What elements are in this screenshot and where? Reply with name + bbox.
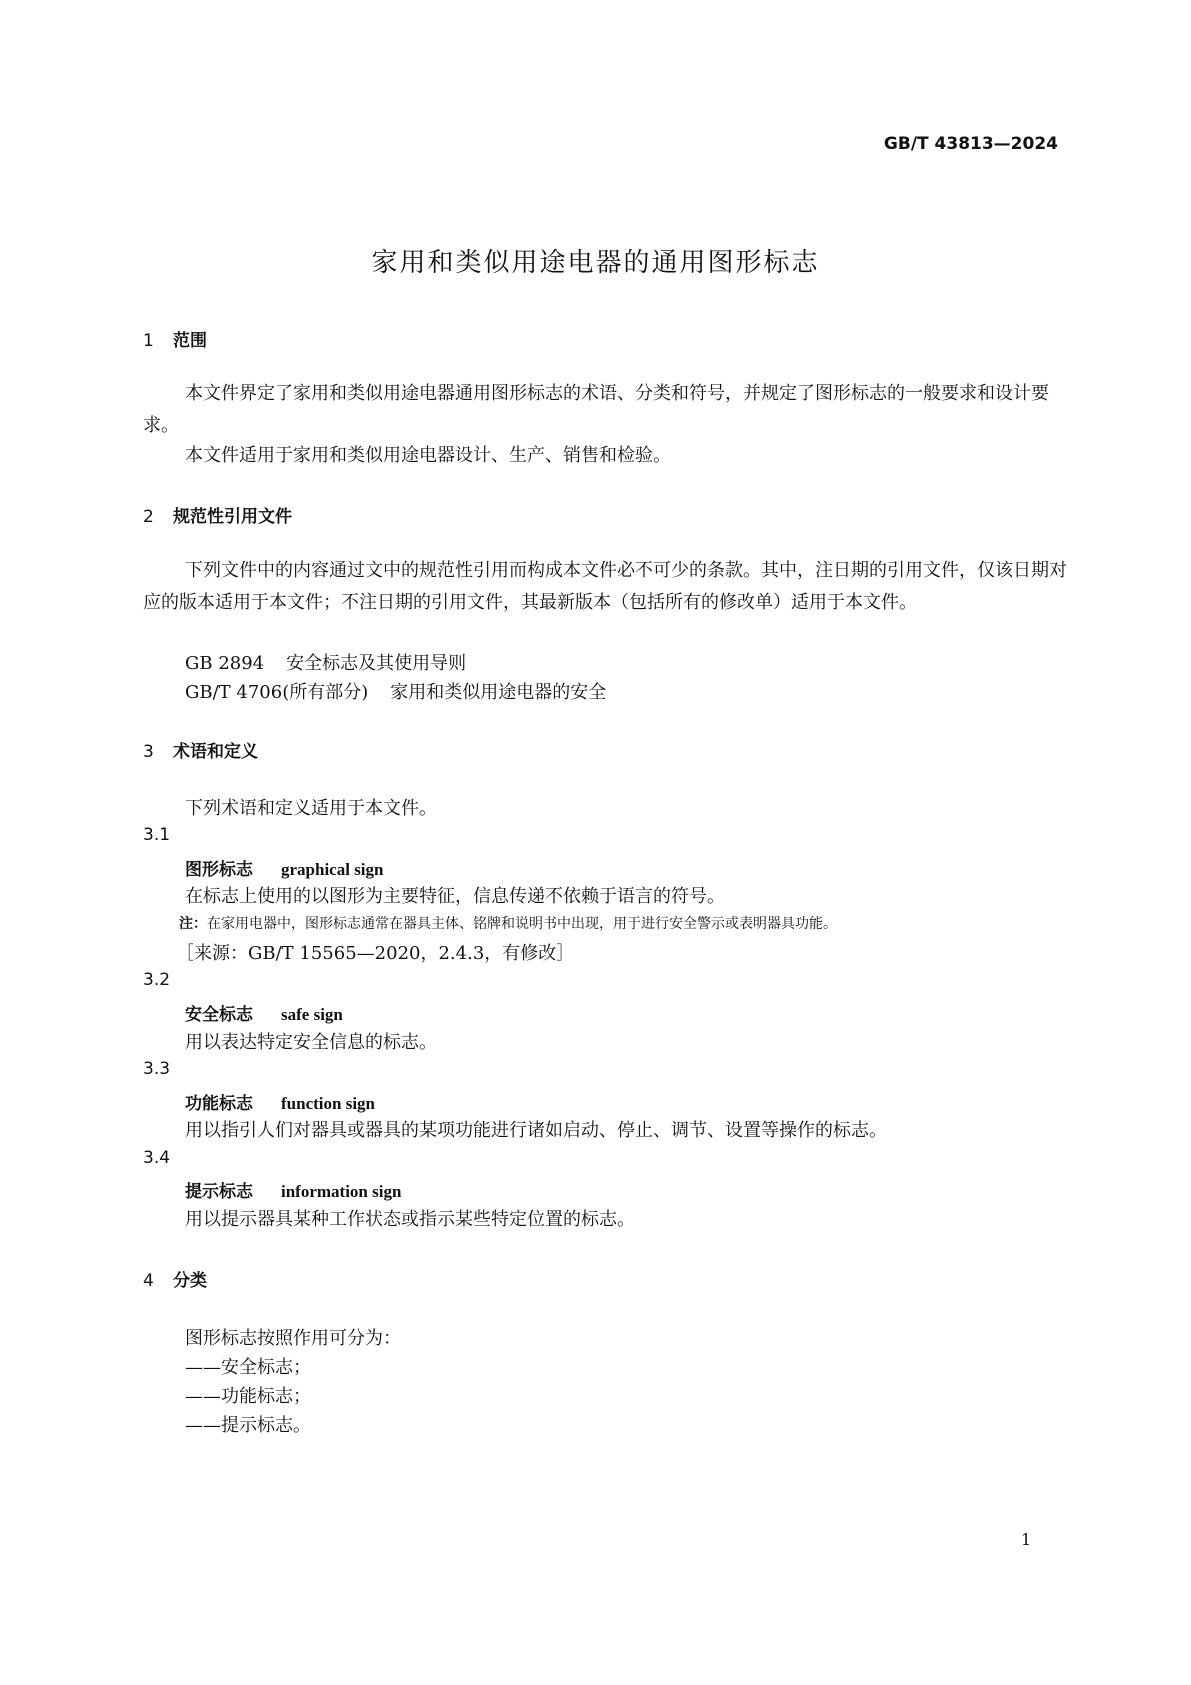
section-title: 分类	[173, 1271, 207, 1291]
section-4-heading	[143, 1266, 207, 1291]
term-definition: 用以提示器具某种工作状态或指示某些特定位置的标志。	[185, 1209, 635, 1230]
reference-item	[185, 649, 466, 675]
section-number: 2	[143, 507, 154, 527]
reference-code: GB 2894	[185, 653, 265, 674]
term-entry	[185, 855, 384, 880]
term-definition: 用以表达特定安全信息的标志。	[185, 1032, 437, 1053]
paragraph: 下列术语和定义适用于本文件。	[185, 798, 437, 819]
term-note	[179, 913, 837, 933]
paragraph: 下列文件中的内容通过文中的规范性引用而构成本文件必不可少的条款。其中，注日期的引用文件，仅该日期对应的版本适用于本文件；不注日期的引用文件，其最新版本（包括所有的修改单）适用于本文件。	[143, 560, 1067, 613]
section-title: 术语和定义	[173, 742, 258, 762]
clause-number: 3.4	[143, 1148, 171, 1168]
paragraph: 本文件界定了家用和类似用途电器通用图形标志的术语、分类和符号，并规定了图形标志的一般要求和设计要求。	[143, 383, 1049, 436]
term-en: graphical sign	[281, 860, 384, 879]
term-source: ［来源：GB/T 15565—2020，2.4.3，有修改］	[176, 943, 575, 964]
section-1-heading	[143, 326, 207, 351]
section-number: 4	[143, 1271, 154, 1291]
clause-number: 3.1	[143, 825, 171, 845]
term-definition: 用以指引人们对器具或器具的某项功能进行诸如启动、停止、调节、设置等操作的标志。	[185, 1120, 887, 1141]
reference-code: GB/T 4706(所有部分)	[185, 682, 369, 703]
clause-number: 3.2	[143, 970, 171, 990]
reference-item	[185, 678, 606, 704]
term-zh: 提示标志	[185, 1182, 253, 1202]
paragraph: 本文件适用于家用和类似用途电器设计、生产、销售和检验。	[185, 445, 671, 466]
term-zh: 功能标志	[185, 1094, 253, 1114]
reference-title: 安全标志及其使用导则	[286, 653, 467, 674]
reference-title: 家用和类似用途电器的安全	[390, 682, 607, 703]
term-entry	[185, 1000, 343, 1025]
term-entry	[185, 1177, 401, 1202]
document-title: 家用和类似用途电器的通用图形标志	[371, 248, 820, 278]
section-title: 范围	[173, 331, 207, 351]
list-item: ——提示标志。	[185, 1415, 311, 1436]
note-text: 在家用电器中，图形标志通常在器具主体、铭牌和说明书中出现，用于进行安全警示或表明器具功能。	[207, 916, 837, 932]
note-label: 注：	[179, 916, 207, 932]
clause-number: 3.3	[143, 1059, 171, 1079]
term-en: information sign	[281, 1182, 402, 1201]
section-number: 1	[143, 331, 154, 351]
term-en: safe sign	[281, 1005, 343, 1024]
list-item: ——安全标志；	[185, 1357, 311, 1378]
list-item: ——功能标志；	[185, 1386, 311, 1407]
term-entry	[185, 1089, 375, 1114]
standard-number: GB/T 43813—2024	[883, 134, 1058, 154]
section-number: 3	[143, 742, 154, 762]
section-2-heading	[143, 502, 292, 527]
term-zh: 安全标志	[185, 1005, 253, 1025]
term-en: function sign	[281, 1094, 375, 1113]
term-zh: 图形标志	[185, 860, 253, 880]
paragraph: 图形标志按照作用可分为：	[185, 1328, 401, 1349]
section-3-heading	[143, 737, 258, 762]
term-definition: 在标志上使用的以图形为主要特征，信息传递不依赖于语言的符号。	[185, 886, 725, 907]
page-number: 1	[1021, 1530, 1032, 1549]
section-title: 规范性引用文件	[173, 507, 292, 527]
